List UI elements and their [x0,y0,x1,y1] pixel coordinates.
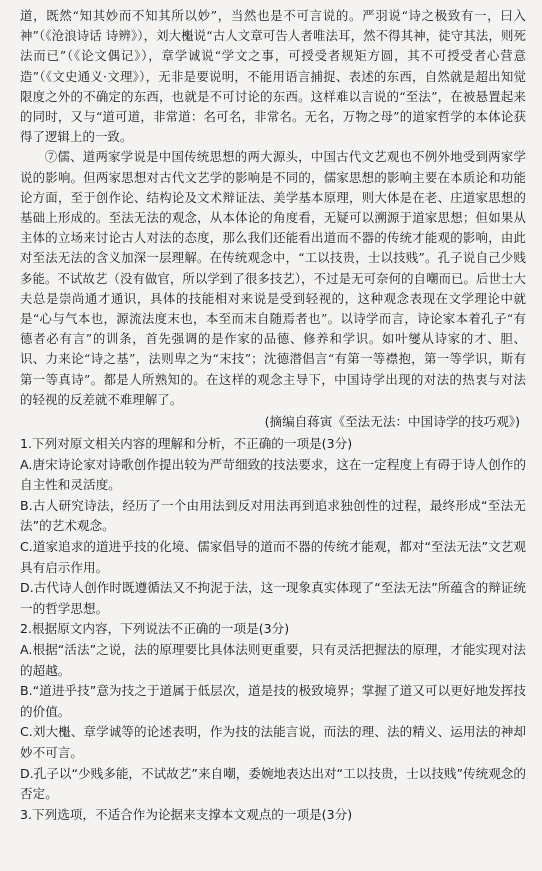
question-3 [20,805,526,826]
passage-paragraph-7: ⑦儒、道两家学说是中国传统思想的两大源头，中国古代文艺观也不例外地受到两家学说的影响。但两家思想对古代文艺学的影响是不同的，儒家思想的影响主要在本质论和功能论方面，至于创作论、结构论及文术辩证法、美学基本原理，则大体是在老、庄道家思想的基础上形成的。至法无法的观念，从本体论的角度看，无疑可以溯源于道家思想；但如果从主体的立场来讨论古人对法的态度，那么我们还能看出道而不器的传统才能观的影响，由此对至法无法的含义加深一层理解。在传统观念中，“工以技贵，士以技贱”。孔子说自己少贱多能。不试故艺（没有做官，所以学到了很多技艺），不过是无可奈何的自嘲而已。后世士大夫总是崇尚通才通识，具体的技能相对来说是受到轻视的，这种观念表现在文学理论中就是“心与气本也，源流法度末也，本至而末自随焉者也”。以诗学而言，诗论家本着孔子“有德者必有言”的训条，首先强调的是作家的品德、修养和学识。如叶燮从诗家的才、胆、识、力来论“诗之基”，法则卑之为“末技”；沈德潜倡言“有第一等襟抱，第一等学识，斯有第一等真诗”。都是人所熟知的。在这样的观念主导下，中国诗学出现的对法的热衷与对法的轻视的反差就不难理解了。 [20,149,526,407]
option-d: D.古代诗人创作时既遵循法又不拘泥于法，这一现象真实体现了“至法无法”所蕴含的辩证统一的哲学思想。 [20,580,526,616]
option-b: B.“道进乎技”意为技之于道属于低层次，道是技的极致境界；掌握了道又可以更好地发挥技的价值。 [20,683,526,719]
question-stem: 2.根据原文内容，下列说法不正确的一项是(3分) [20,621,290,637]
question-stem: 3.下列选项，不适合作为论据来支撑本文观点的一项是(3分) [20,806,353,822]
option-b: B.古人研究诗法，经历了一个由用法到反对用法再到追求独创性的过程，最终形成“至法无法”的艺术观念。 [20,497,526,534]
question-2 [20,619,526,804]
option-a: A.根据“活法”之说，法的原理要比具体法则更重要，只有灵活把握法的原理，才能实现对法的超越。 [20,642,526,678]
option-c: C.道家追求的道进乎技的化境、儒家倡导的道而不器的传统才能观，都对“至法无法”文艺观具有启示作用。 [20,539,526,575]
question-stem: 1.下列对原文相关内容的理解和分析，不正确的一项是(3分) [20,436,353,452]
question-1 [20,434,526,619]
option-c: C.刘大櫆、章学诚等的论述表明，作为技的法能言说，而法的理、法的精义、运用法的神却妙不可言。 [20,724,526,760]
option-d: D.孔子以“少贱多能，不试故艺”来自嘲，委婉地表达出对“工以技贵，士以技贱”传统观念的否定。 [20,765,526,802]
option-a: A.唐宋诗论家对诗歌创作提出较为严苛细致的技法要求，这在一定程度上有碍于诗人创作的自主性和灵活度。 [20,456,526,493]
reading-passage [20,6,526,432]
passage-paragraph: 道，既然“知其妙而不知其所以妙”，当然也是不可言说的。严羽说“诗之极致有一，曰入神”（《沧浪诗话 诗辨》），刘大櫆说“古人文章可告人者唯法耳，然不得其神，徒守其法，则死法而已”（《论文偶记》），章学诚说“学文之事，可授受者规矩方圆，其不可授受者心营意造”（《文史通义·文理》），无非是要说明，不能用语言捕捉、表述的东西，自然就是超出知觉限度之外的不确定的东西，也就是不可讨论的东西。这样难以言说的“至法”，在被悬置起来的同时，又与“道可道，非常道：名可名，非常名。无名，万物之母”的道家哲学的本体论获得了逻辑上的一致。 [20,8,526,145]
passage-source: (摘编自蒋寅《至法无法：中国诗学的技巧观》) [264,414,520,430]
